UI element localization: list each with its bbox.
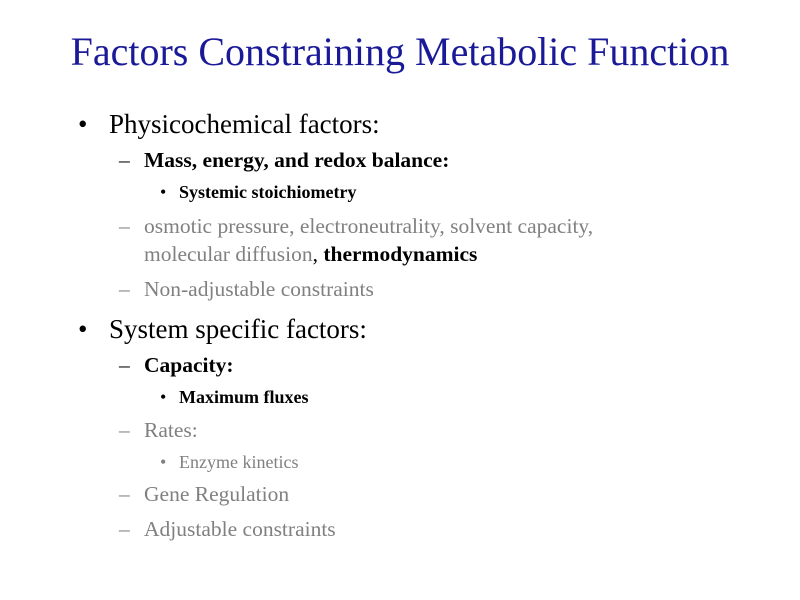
dash-marker: – bbox=[119, 517, 130, 541]
dash-marker: – bbox=[119, 353, 130, 377]
outline-item-osmotic-line1: osmotic pressure, electroneutrality, solvent capacity, bbox=[144, 214, 594, 238]
outline-item-adjustable: Adjustable constraints bbox=[144, 517, 336, 541]
outline-item-enzyme-kinetics: Enzyme kinetics bbox=[179, 452, 299, 472]
outline-item-stoichiometry: Systemic stoichiometry bbox=[179, 182, 357, 202]
outline-item-capacity: Capacity: bbox=[144, 353, 234, 377]
comma-separator: , bbox=[312, 242, 324, 266]
outline-item-osmotic-line2 bbox=[144, 241, 477, 268]
outline-item-rates: Rates: bbox=[144, 418, 198, 442]
outline-item-max-fluxes: Maximum fluxes bbox=[179, 387, 309, 407]
slide-title: Factors Constraining Metabolic Function bbox=[70, 29, 730, 74]
outline-item-mass-balance: Mass, energy, and redox balance: bbox=[144, 148, 450, 172]
thermodynamics-text: thermodynamics bbox=[323, 242, 478, 266]
dash-marker: – bbox=[119, 148, 130, 172]
dash-marker: – bbox=[119, 277, 130, 301]
molecular-diffusion-text: molecular diffusion bbox=[144, 242, 313, 266]
bullet-marker: • bbox=[160, 387, 167, 407]
outline-item-physicochemical: Physicochemical factors: bbox=[109, 109, 380, 139]
outline-item-non-adjustable: Non-adjustable constraints bbox=[144, 277, 374, 301]
outline-item-gene-regulation: Gene Regulation bbox=[144, 482, 290, 506]
bullet-marker: • bbox=[160, 182, 167, 202]
bullet-marker: • bbox=[78, 314, 88, 344]
dash-marker: – bbox=[119, 418, 130, 442]
bullet-marker: • bbox=[78, 109, 88, 139]
bullet-marker: • bbox=[160, 452, 167, 472]
outline-item-system-specific: System specific factors: bbox=[109, 314, 367, 344]
dash-marker: – bbox=[119, 482, 130, 506]
dash-marker: – bbox=[119, 214, 130, 238]
